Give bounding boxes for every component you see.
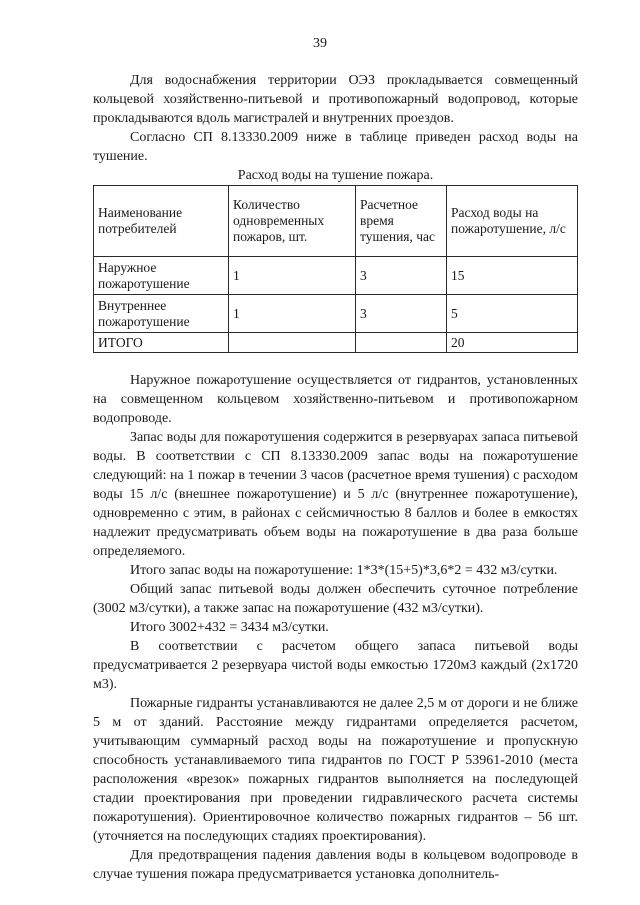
paragraph: Для предотвращения падения давления воды в кольцевом водопроводе в случае тушения пожара предусматривается установка дополнитель- [93,848,578,882]
table-header-row [94,186,578,257]
table-cell: 15 [447,257,578,295]
paragraph: Согласно СП 8.13330.2009 ниже в таблице приведен расход воды на тушение. [93,130,578,164]
table-cell: Наружное пожаротушение [94,257,229,295]
document-body [93,71,578,884]
table-caption: Расход воды на тушение пожара. [237,168,434,183]
table-cell: 5 [447,295,578,333]
table-cell: 3 [356,257,447,295]
table-cell: 1 [229,295,356,333]
table-header-cell: Расчетное время тушения, час [356,186,447,257]
paragraph: В соответствии с расчетом общего запаса питьевой воды предусматривается 2 резервуара чистой воды емкостью 1720м3 каждый (2х1720 м3). [93,639,578,692]
table-header-cell: Количество одновременных пожаров, шт. [229,186,356,257]
water-consumption-table [93,185,578,353]
paragraph: Запас воды для пожаротушения содержится в резервуарах запаса питьевой воды. В соответствии с СП 8.13330.2009 запас воды на пожаротушение следующий: на 1 пожар в течении 3 часов (расчетное время тушения) с расходом воды 15 л/с (внешнее пожаротушение) и 5 л/с (внутреннее пожаротушение), одновременно с этим, в районах с сейсмичностью 8 баллов и более в емкостях надлежит предусматривать объем воды на пожаротушение в два раза больше определяемого. [93,430,578,559]
paragraph: Итого 3002+432 = 3434 м3/сутки. [130,620,329,635]
paragraph: Наружное пожаротушение осуществляется от гидрантов, установленных на совмещенном кольцевом хозяйственно-питьевом и противопожарном водопроводе. [93,373,578,426]
table-cell: ИТОГО [94,333,229,353]
table-cell [356,333,447,353]
table-cell [229,333,356,353]
paragraph: Пожарные гидранты устанавливаются не далее 2,5 м от дороги и не ближе 5 м от зданий. Расстояние между гидрантами определяется расчетом, учитывающим суммарный расход воды на пожаротушение и пропускную способность устанавливаемого типа гидрантов по ГОСТ Р 53961-2010 (места расположения «врезок» пожарных гидрантов выполняется на последующей стадии проектирования при проведении гидравлического расчета системы пожаротушения). Ориентировочное количество пожарных гидрантов – 56 шт. (уточняется на последующих стадиях проектирования). [93,696,578,844]
table-cell: 3 [356,295,447,333]
page-number: 39 [313,36,327,51]
paragraph: Итого запас воды на пожаротушение: 1*3*(15+5)*3,6*2 = 432 м3/сутки. [130,563,558,578]
paragraph: Общий запас питьевой воды должен обеспечить суточное потребление (3002 м3/сутки), а также запас на пожаротушение (432 м3/сутки). [93,582,578,616]
table-header-cell: Расход воды на пожаротушение, л/с [447,186,578,257]
table-header-cell: Наименование потребителей [94,186,229,257]
table-cell: 1 [229,257,356,295]
table-total-row [94,333,578,353]
table-cell: 20 [447,333,578,353]
table-row [94,295,578,333]
table-cell: Внутреннее пожаротушение [94,295,229,333]
paragraph: Для водоснабжения территории ОЭЗ прокладывается совмещенный кольцевой хозяйственно-питьевой и противопожарный водопровод, которые прокладываются вдоль магистралей и внутренних проездов. [93,73,578,126]
table-row [94,257,578,295]
